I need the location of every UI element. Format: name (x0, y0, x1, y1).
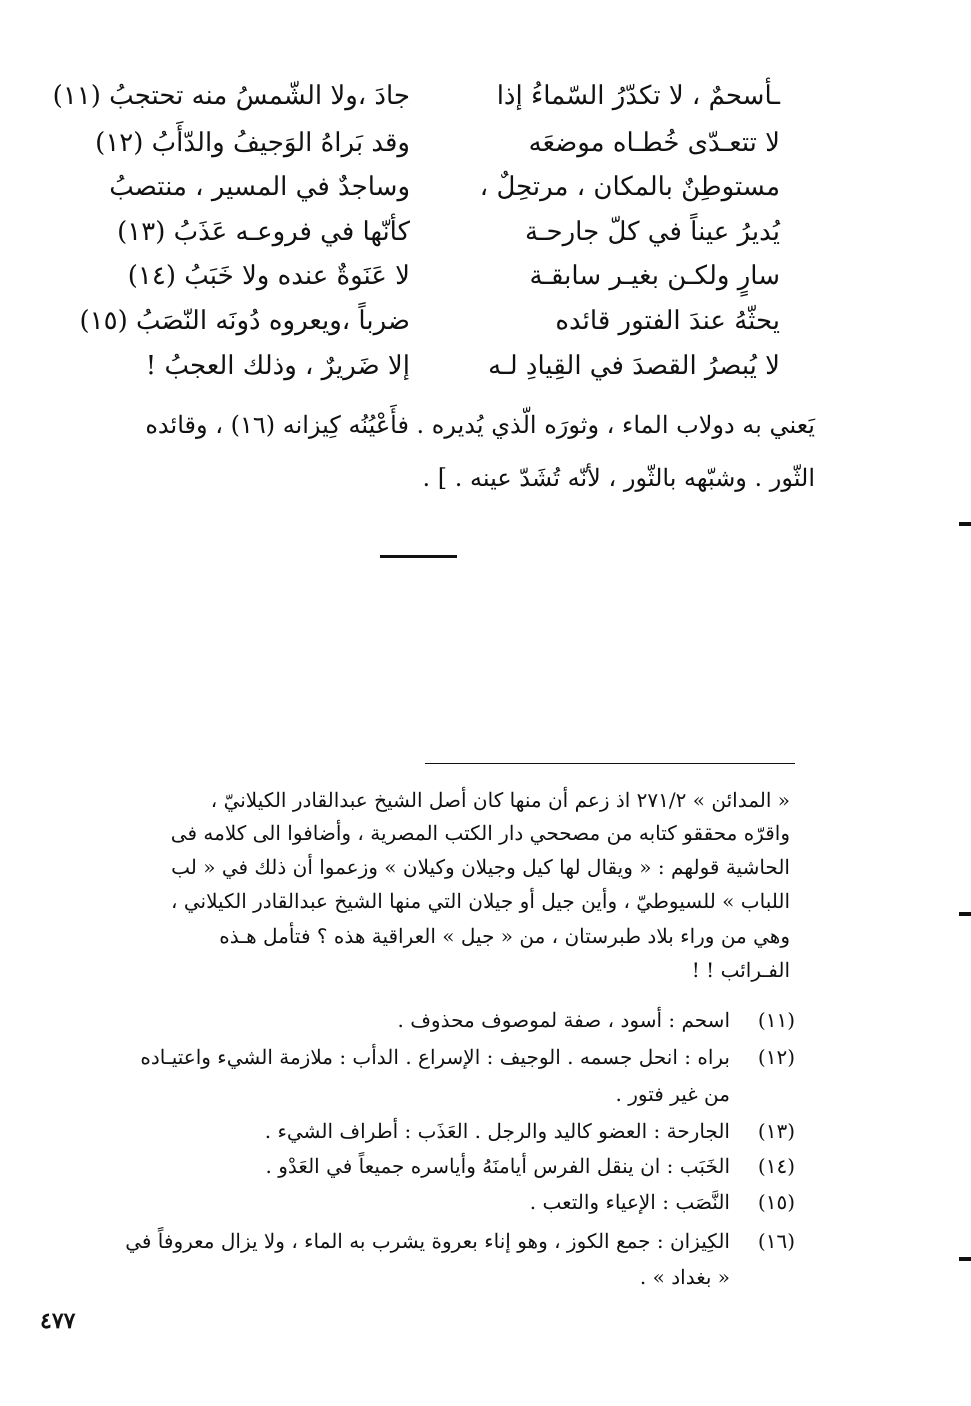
verse-first-hemistich: يُديرُ عيناً في كلّ جارحـة (525, 217, 780, 247)
footnote-text: اسحم : أسود ، صفة لموصوف محذوف . (397, 1008, 730, 1032)
footnote-continuation-line: اللباب » للسيوطيّ ، وأين جيل أو جيلان التي منها الشيخ عبدالقادر الكيلاني ، (171, 889, 790, 913)
footnote-continuation-line: « المدائن » ٢٧١/٢ اذ زعم أن منها كان أصل الشيخ عبدالقادر الكيلانيّ ، (210, 788, 790, 812)
verse-second-hemistich: وساجدٌ في المسير ، منتصبُ (109, 172, 410, 202)
verse-line (0, 76, 971, 116)
footnote-text: الكِيزان : جمع الكوز ، وهو إناء بعروة يشرب به الماء ، ولا يزال معروفاً في (125, 1229, 730, 1253)
footnote-number: (١٦) (757, 1229, 795, 1253)
verse-line (0, 346, 971, 386)
verse-second-hemistich: وقد بَراهُ الوَجيفُ والدّأَبُ (١٢) (95, 128, 410, 158)
footnote-text: الخَبَب : ان ينقل الفرس أيامنَهُ وأياسره جميعاً في العَدْو . (265, 1154, 730, 1178)
verse-first-hemistich: يحثّهُ عندَ الفتور قائده (555, 306, 780, 336)
verse-line (0, 123, 971, 163)
verse-line (0, 167, 971, 207)
footnote-number: (١٤) (757, 1154, 795, 1178)
footnote-continuation-line: وهي من وراء بلاد طبرستان ، من « جيل » العراقية هذه ؟ فتأمل هـذه (219, 924, 790, 948)
verse-second-hemistich: لا عَنَوةٌ عنده ولا خَبَبُ (١٤) (127, 261, 410, 291)
scan-edge-mark (959, 522, 971, 526)
footnote-continuation-line: الحاشية قولهم : « ويقال لها كيل وجيلان وكيلان » وزعموا أن ذلك في « لب (171, 855, 790, 879)
footnote-number: (١١) (757, 1008, 795, 1032)
verse-line (0, 256, 971, 296)
footnote-number: (١٢) (757, 1045, 795, 1069)
verse-first-hemistich: مستوطِنٌ بالمكان ، مرتحِلٌ ، (479, 172, 780, 202)
scan-edge-mark (959, 912, 971, 916)
footnote-continuation-line: الفـرائب ! ! (691, 958, 790, 982)
verse-first-hemistich: لا تتعـدّى خُطـاه موضعَه (528, 128, 780, 158)
verse-first-hemistich: ـأسحمٌ ، لا تكدّرُ السّماءُ إذا (496, 81, 780, 111)
footnote-text: النَّصَب : الإعياء والتعب . (529, 1190, 730, 1214)
scan-edge-mark (959, 1257, 971, 1261)
footnote-continuation-line: واقرّه محققو كتابه من مصححي دار الكتب المصرية ، وأضافوا الى كلامه فى (170, 821, 790, 845)
footnote-text: من غير فتور . (615, 1082, 730, 1106)
verse-first-hemistich: سارٍ ولكـن بغيـر سابقـة (529, 261, 780, 291)
footnote-rule (425, 763, 795, 764)
explanation-line: يَعني به دولاب الماء ، وثورَه الّذي يُديره . فأَعْيُنُه كِيزانه (١٦) ، وقائده (145, 411, 815, 439)
verse-first-hemistich: لا يُبصرُ القصدَ في القِيادِ لـه (488, 351, 780, 381)
footnote-text: الجارحة : العضو كاليد والرجل . العَذَب : أطراف الشيء . (264, 1119, 730, 1143)
explanation-line: الثّور . وشبّهه بالثّور ، لأنّه تُشَدّ عينه . ] . (422, 464, 815, 492)
verse-second-hemistich: جادَ ،ولا الشّمسُ منه تحتجبُ (١١) (52, 81, 410, 111)
page-number: ٤٧٧ (40, 1308, 76, 1334)
footnote-number: (١٣) (757, 1119, 795, 1143)
verse-second-hemistich: إلا ضَريرٌ ، وذلك العجبُ ! (145, 351, 410, 381)
footnote-text: براه : انحل جسمه . الوجيف : الإسراع . الدأب : ملازمة الشيء واعتيـاده (140, 1045, 730, 1069)
verse-line (0, 212, 971, 252)
verse-second-hemistich: كأنّها في فروعـه عَذَبُ (١٣) (117, 217, 410, 247)
footnote-text: « بغداد » . (639, 1265, 730, 1289)
footnote-number: (١٥) (757, 1190, 795, 1214)
verse-second-hemistich: ضرباً ،ويعروه دُونَه النّصَبُ (١٥) (79, 306, 410, 336)
section-divider (380, 555, 457, 558)
verse-line (0, 301, 971, 341)
